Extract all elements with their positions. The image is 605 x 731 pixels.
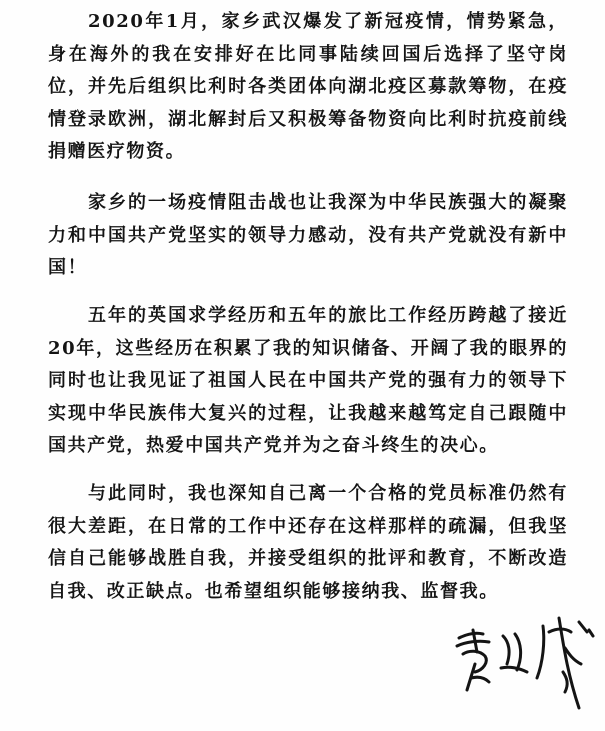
paragraph-1: 2020年1月，家乡武汉爆发了新冠疫情，情势紧急，身在海外的我在安排好在比同事陆续回国后选择了坚守岗位，并先后组织比利时各类团体向湖北疫区募款筹物，在疫情登录欧洲，湖北解封后又积极筹备物资向比利时抗疫前线捐赠医疗物资。	[48, 11, 568, 162]
paragraph-4: 与此同时，我也深知自己离一个合格的党员标准仍然有很大差距，在日常的工作中还存在这样那样的疏漏，但我坚信自己能够战胜自我，并接受组织的批评和教育，不断改造自我、改正缺点。也希望组织能够接纳我、监督我。	[48, 483, 568, 602]
paragraph-3: 五年的英国求学经历和五年的旅比工作经历跨越了接近20年，这些经历在积累了我的知识储备、开阔了我的眼界的同时也让我见证了祖国人民在中国共产党的强有力的领导下实现中华民族伟大复兴的过程，让我越来越笃定自己跟随中国共产党，热爱中国共产党并为之奋斗终生的决心。	[48, 305, 568, 456]
handwritten-signature-icon	[445, 612, 605, 731]
paragraph-2: 家乡的一场疫情阻击战也让我深为中华民族强大的凝聚力和中国共产党坚实的领导力感动，没有共产党就没有新中国！	[48, 192, 568, 278]
